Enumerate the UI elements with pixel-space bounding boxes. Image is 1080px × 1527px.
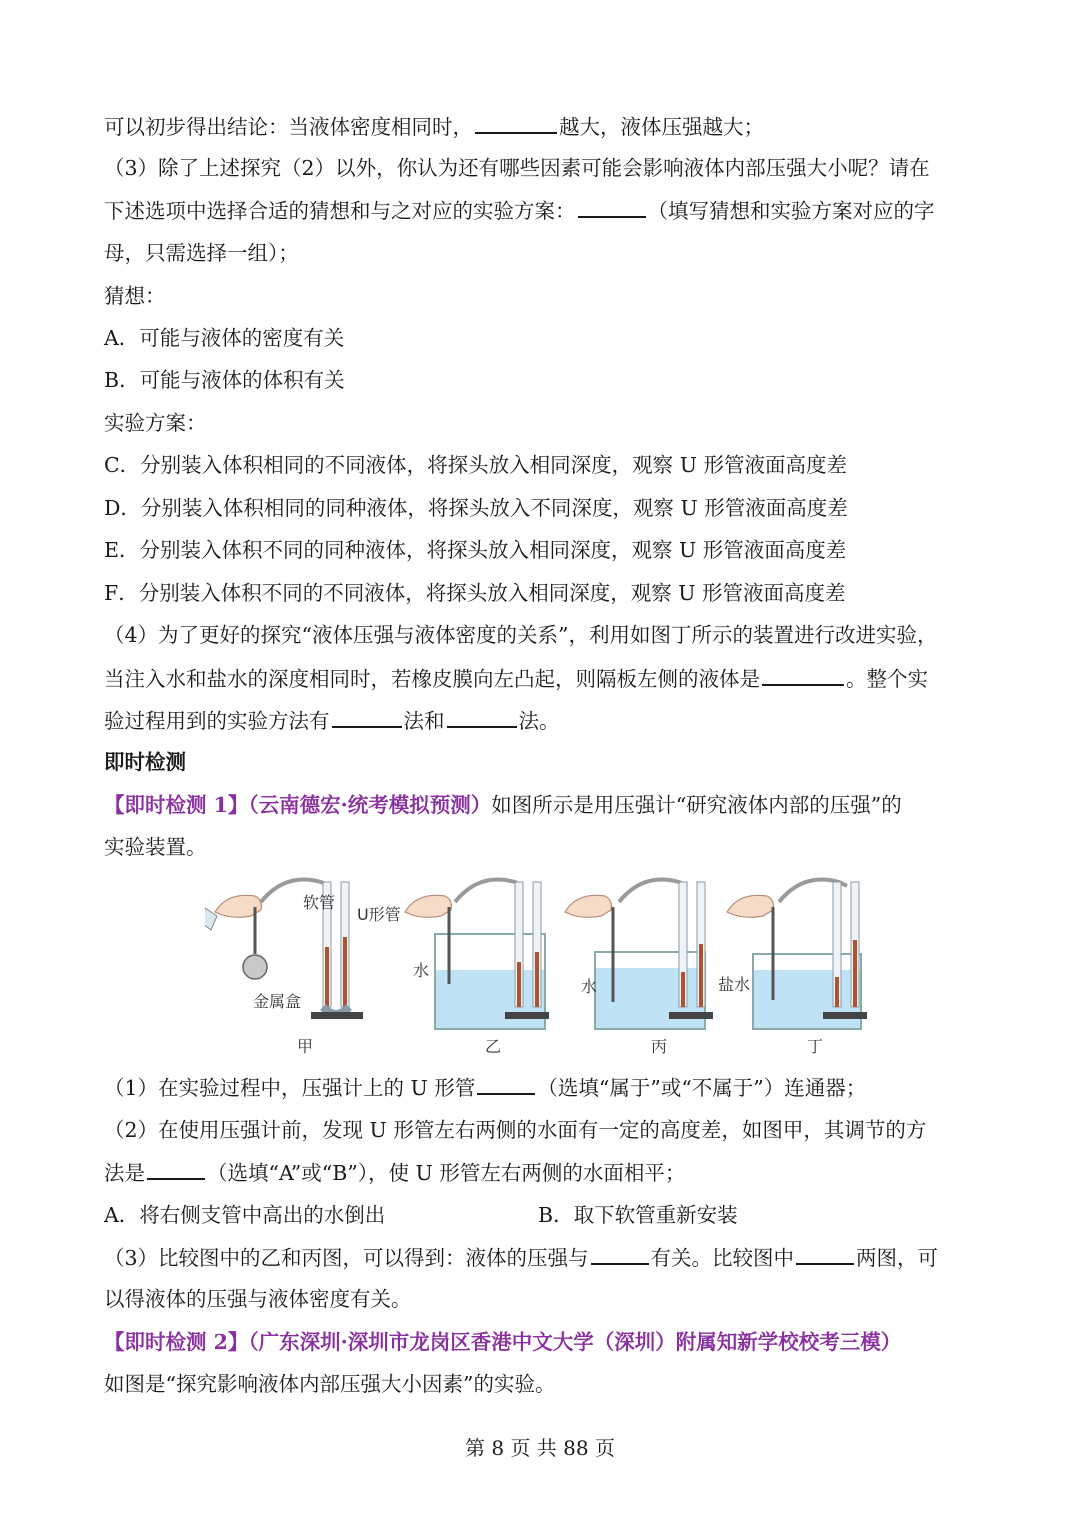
text-line-15: 验过程用到的实验方法有 法和 法。 bbox=[104, 706, 984, 735]
text-line-22 bbox=[104, 1201, 984, 1229]
text-line-26: 如图是“探究影响液体内部压强大小因素”的实验。 bbox=[104, 1372, 556, 1396]
text-line-19: （1）在实验过程中，压强计上的 U 形管 （选填“属于”或“不属于”）连通器； bbox=[104, 1073, 984, 1102]
answer-blank bbox=[591, 1243, 649, 1265]
text-line-23: （3）比较图中的乙和丙图，可以得到：液体的压强与 有关。比较图中 两图，可 bbox=[104, 1243, 984, 1272]
water-label-bing: 水 bbox=[581, 977, 598, 996]
answer-blank bbox=[147, 1158, 205, 1180]
apparatus-yi bbox=[405, 880, 549, 1030]
text-line-4: 母，只需选择一组）； bbox=[104, 241, 299, 265]
answer-blank bbox=[447, 706, 517, 728]
answer-blank bbox=[332, 706, 402, 728]
apparatus-bing bbox=[565, 880, 713, 1030]
experiment-figure bbox=[205, 872, 885, 1062]
plan-heading: 实验方案： bbox=[104, 411, 207, 435]
caption-jia: 甲 bbox=[297, 1037, 314, 1056]
option-b: B．可能与液体的体积有关 bbox=[104, 368, 345, 392]
answer-blank bbox=[475, 112, 557, 134]
question-4-line: （4）为了更好的探究“液体压强与液体密度的关系”，利用如图丁所示的装置进行改进实验， bbox=[104, 623, 938, 647]
water-label-yi: 水 bbox=[413, 961, 430, 980]
text-line-1: 可以初步得出结论：当液体密度相同时， 越大，液体压强越大； bbox=[104, 112, 984, 141]
exercise-2-title: 【即时检测 2】（广东深圳·深圳市龙岗区香港中文大学（深圳）附属知新学校校考三模） bbox=[104, 1330, 902, 1354]
answer-blank bbox=[578, 196, 646, 218]
apparatus-jia bbox=[205, 880, 401, 1020]
choice-b: B．取下软管重新安装 bbox=[538, 1203, 738, 1227]
section-heading: 即时检测 bbox=[104, 750, 186, 774]
question-3-line: （3）除了上述探究（2）以外，你认为还有哪些因素可能会影响液体内部压强大小呢？请在 bbox=[104, 156, 930, 180]
option-f: F．分别装入体积不同的不同液体，将探头放入相同深度，观察 U 形管液面高度差 bbox=[104, 581, 846, 605]
conclusion-text: 可以初步得出结论：当液体密度相同时， bbox=[104, 115, 473, 139]
option-a: A．可能与液体的密度有关 bbox=[104, 326, 345, 350]
metal-box-label: 金属盒 bbox=[253, 992, 302, 1011]
utube-label: U形管 bbox=[357, 905, 401, 924]
text-line-21: 法是 （选填“A”或“B”），使 U 形管左右两侧的水面相平； bbox=[104, 1158, 984, 1187]
page-footer: 第 8 页 共 88 页 bbox=[465, 1436, 615, 1460]
text-line-14: 当注入水和盐水的深度相同时，若橡皮膜向左凸起，则隔板左侧的液体是 。整个实 bbox=[104, 664, 984, 693]
option-c: C．分别装入体积相同的不同液体，将探头放入相同深度，观察 U 形管液面高度差 bbox=[104, 453, 847, 477]
caption-yi: 乙 bbox=[485, 1037, 502, 1056]
hose-label: 软管 bbox=[303, 893, 336, 912]
text-line-20: （2）在使用压强计前，发现 U 形管左右两侧的水面有一定的高度差，如图甲，其调节的方 bbox=[104, 1118, 927, 1142]
hypothesis-heading: 猜想： bbox=[104, 284, 166, 308]
exercise-1-source: 【即时检测 1】（云南德宏·统考模拟预测） bbox=[104, 793, 492, 817]
answer-blank bbox=[796, 1243, 854, 1265]
option-d: D．分别装入体积相同的同种液体，将探头放入不同深度，观察 U 形管液面高度差 bbox=[104, 496, 848, 520]
salt-water-label: 盐水 bbox=[718, 975, 751, 994]
apparatus-ding bbox=[718, 880, 867, 1030]
choice-a: A．将右侧支管中高出的水倒出 bbox=[104, 1203, 386, 1227]
text-line-18: 实验装置。 bbox=[104, 835, 207, 859]
exercise-1-title: 【即时检测 1】（云南德宏·统考模拟预测）如图所示是用压强计“研究液体内部的压强”的 bbox=[104, 793, 902, 817]
text-line-24: 以得液体的压强与液体密度有关。 bbox=[104, 1287, 412, 1311]
option-e: E．分别装入体积不同的同种液体，将探头放入相同深度，观察 U 形管液面高度差 bbox=[104, 538, 847, 562]
text-line-3: 下述选项中选择合适的猜想和与之对应的实验方案： （填写猜想和实验方案对应的字 bbox=[104, 196, 984, 225]
caption-bing: 丙 bbox=[651, 1037, 668, 1056]
answer-blank bbox=[477, 1073, 535, 1095]
caption-ding: 丁 bbox=[807, 1037, 824, 1056]
answer-blank bbox=[762, 664, 844, 686]
